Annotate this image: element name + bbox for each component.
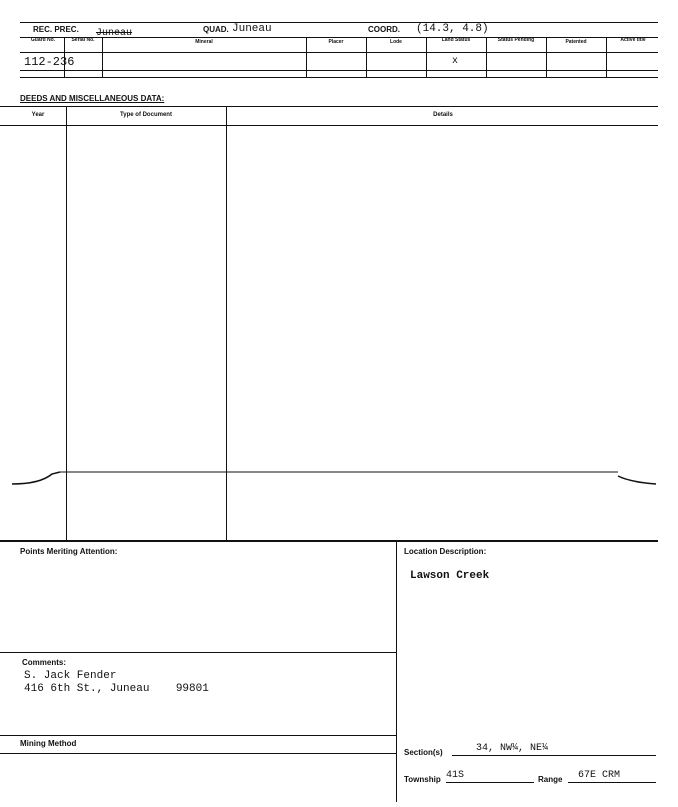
header-divider <box>546 37 547 77</box>
header-divider <box>64 37 65 77</box>
serial-no-header: Serial No. <box>71 37 95 43</box>
mining-method-rule <box>0 753 396 754</box>
header-divider <box>426 37 427 77</box>
quad-value: Juneau <box>232 23 272 35</box>
lower-center-divider <box>396 540 397 802</box>
range-label: Range <box>538 775 563 784</box>
deeds-bottom-rule <box>0 540 658 542</box>
header-divider <box>486 37 487 77</box>
header-divider <box>366 37 367 77</box>
mineral-header: Mineral <box>195 39 213 45</box>
land-status-header: Land Status <box>441 37 471 43</box>
details-header: Details <box>433 112 453 118</box>
active-title-header: Active title <box>620 37 646 43</box>
patented-header: Patented <box>565 39 587 45</box>
deeds-header-rule <box>0 125 658 126</box>
header-top-rule <box>20 22 658 23</box>
deeds-top-rule <box>0 106 658 107</box>
comments-line-2: 416 6th St., Juneau 99801 <box>24 683 209 695</box>
township-value: 41S <box>446 771 534 783</box>
quad-label: QUAD. <box>203 25 229 34</box>
guard-no-value: 112-236 <box>24 55 75 69</box>
rec-prec-label: REC. PREC. <box>33 25 79 34</box>
comments-label: Comments: <box>22 658 67 667</box>
rec-prec-value: Juneau <box>96 28 133 39</box>
header-divider <box>306 37 307 77</box>
mining-method-top-rule <box>0 735 396 736</box>
coord-value: (14.3, 4.8) <box>416 23 489 35</box>
type-of-document-header: Type of Document <box>120 112 172 118</box>
comments-line-1: S. Jack Fender <box>24 670 117 682</box>
points-meriting-attention-label: Points Meriting Attention: <box>20 547 118 556</box>
placer-header: Placer <box>328 39 344 45</box>
year-header: Year <box>31 112 45 118</box>
header-rule-3 <box>20 52 658 53</box>
status-pending-header: Status Pending <box>497 37 535 43</box>
header-divider <box>102 37 103 77</box>
guard-no-header: Guard No. <box>30 37 56 43</box>
header-rule-5 <box>20 77 658 78</box>
header-divider <box>606 37 607 77</box>
location-description-value: Lawson Creek <box>410 570 490 582</box>
range-value: 67E CRM <box>568 771 656 783</box>
township-label: Township <box>404 775 441 784</box>
mining-method-label: Mining Method <box>20 739 77 748</box>
header-rule-2 <box>20 37 658 38</box>
coord-label: COORD. <box>368 25 400 34</box>
section-label: Section(s) <box>404 748 443 757</box>
lode-header: Lode <box>390 39 402 45</box>
land-status-mark: x <box>452 56 459 67</box>
header-rule-4 <box>20 70 658 71</box>
comments-top-rule <box>0 652 396 653</box>
location-description-label: Location Description: <box>404 547 487 556</box>
section-value: 34, NW¼, NE¼ <box>452 744 656 756</box>
deeds-title: DEEDS AND MISCELLANEOUS DATA: <box>20 94 165 103</box>
fold-line <box>0 462 678 490</box>
